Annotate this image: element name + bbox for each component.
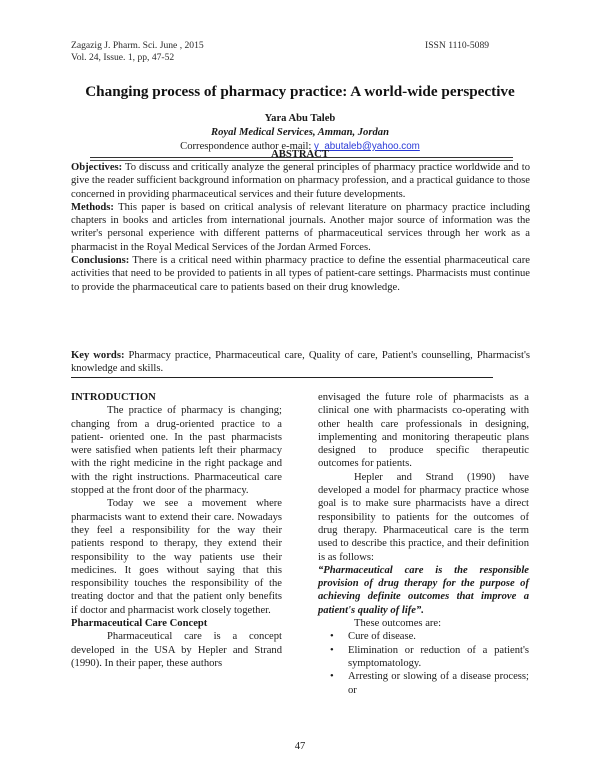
bullet-icon: • <box>330 644 334 656</box>
objectives-label: Objectives: <box>71 162 123 173</box>
list-item <box>318 670 529 697</box>
outcomes-intro: These outcomes are: <box>354 618 442 630</box>
outcome-text: Arresting or slowing of a disease process; or <box>348 671 529 696</box>
email-link[interactable]: y_abutaleb@yahoo.com <box>314 141 420 152</box>
outcome-text: Cure of disease. <box>348 631 416 643</box>
correspondence-label: Correspondence author e-mail: <box>180 141 315 152</box>
bullet-icon: • <box>330 631 334 643</box>
issn: ISSN 1110-5089 <box>425 40 490 51</box>
introduction-heading: INTRODUCTION <box>71 392 156 403</box>
right-column <box>318 391 529 697</box>
right-paragraph-1: envisaged the future role of pharmacists as a clinical one with pharmacists co-operating with other health care professionals in designing, implementing and monitoring therapeutic plans designed to produce specific therapeutic outcomes for patients. <box>318 392 529 470</box>
methods-label: Methods: <box>71 201 114 213</box>
page-number: 47 <box>294 741 306 752</box>
conclusions-text: There is a critical need within pharmacy practice to define the essential pharmaceutical care activities that need to be provided to patients in all types of patient-care settings. Pharmacists must continue to provide the pharmaceutical care to patients based on their drug knowledge. <box>71 255 530 293</box>
author-affiliation: Royal Medical Services, Amman, Jordan <box>211 127 389 138</box>
outcomes-list <box>318 630 529 696</box>
list-item <box>318 630 529 643</box>
volume-line: Vol. 24, Issue. 1, pp, 47-52 <box>71 52 175 63</box>
keywords-rule <box>71 377 493 378</box>
right-paragraph-2: Hepler and Strand (1990) have developed a model for pharmacy practice whose goal is to make sure pharmacists have a direct responsibility to patients for the outcomes of drug therapy. Pharmaceutical care is the term used to describe this practice, and their definition is as follows: <box>318 471 529 563</box>
article-title: Changing process of pharmacy practice: A world-wide perspective <box>85 83 515 100</box>
abstract-methods <box>71 201 530 254</box>
journal-citation <box>71 40 204 64</box>
keywords-text: Pharmacy practice, Pharmaceutical care, Quality of care, Patient's counselling, Pharmacist's knowledge and skills. <box>71 350 530 375</box>
objectives-text: To discuss and critically analyze the general principles of pharmacy practice worldwide and to give the reader sufficient background information on pharmacy profession, and a practical guidance to those concerned in providing pharmaceutical services and their future developments. <box>71 162 530 200</box>
left-column <box>71 391 282 670</box>
keywords <box>71 349 530 376</box>
concept-heading: Pharmaceutical Care Concept <box>71 618 208 630</box>
intro-paragraph-2: Today we see a movement where pharmacists want to extend their care. Nowadays they feel a responsibility for the way their patients respond to therapy, they extend their responsibility to the way patients use their medicines. It goes without saying that this responsibility touches the responsibility of the treating doctor and that the patient only benefits if doctor and pharmacist work closely together. <box>71 498 282 616</box>
abstract-body <box>71 161 530 294</box>
bullet-icon: • <box>330 671 334 683</box>
author-name: Yara Abu Taleb <box>264 113 336 124</box>
list-item <box>318 644 529 671</box>
definition-quote: “Pharmaceutical care is the responsible provision of drug therapy for the purpose of achieving definite outcomes that improve a patient's quality of life”. <box>318 564 529 616</box>
keywords-label: Key words: <box>71 350 125 361</box>
concept-paragraph: Pharmaceutical care is a concept developed in the USA by Hepler and Strand (1990). In their paper, these authors <box>71 631 282 669</box>
methods-text: This paper is based on critical analysis of relevant literature on pharmacy practice including chapters in books and articles from international journals. Another major source of information was the writer's personal experience with different patterns of pharmaceutical services through her work as a pharmacist in the Royal Medical Services of the Jordan Armed Forces. <box>71 201 530 253</box>
journal-line: Zagazig J. Pharm. Sci. June , 2015 <box>71 40 204 51</box>
intro-paragraph-1: The practice of pharmacy is changing; changing from a drug-oriented practice to a patient- oriented one. In the past pharmacists were satisfied when patients left their pharmacy with the right medicine in the right package and with the right instructions. Pharmaceutical care stopped at the front door of the pharmacy. <box>71 405 282 497</box>
abstract-conclusions <box>71 254 530 294</box>
abstract-objectives <box>71 161 530 201</box>
conclusions-label: Conclusions: <box>71 255 130 267</box>
outcome-text: Elimination or reduction of a patient's symptomatology. <box>348 644 529 669</box>
abstract-heading: ABSTRACT <box>271 149 329 160</box>
